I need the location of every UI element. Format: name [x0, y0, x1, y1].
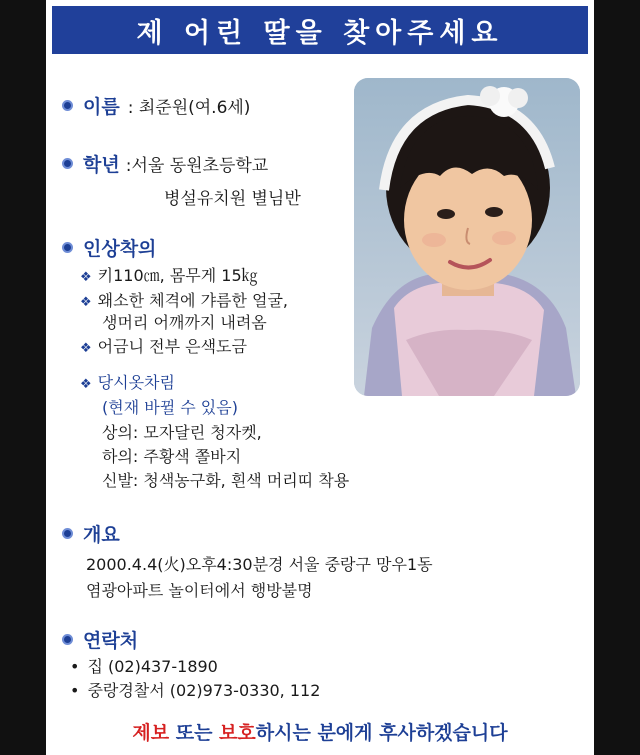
- feature-item: ❖ 어금니 전부 은색도금: [80, 337, 247, 356]
- diamond-icon: ❖: [80, 270, 92, 285]
- contact-police: • 중랑경찰서 (02)973-0330, 112: [70, 681, 321, 700]
- summary-line2: 염광아파트 놀이터에서 행방불명: [86, 581, 313, 600]
- bullet-icon: [62, 634, 73, 645]
- summary-heading: [62, 520, 120, 547]
- school-label: 학년: [83, 154, 120, 176]
- contact-home: • 집 (02)437-1890: [70, 657, 218, 676]
- diamond-icon: ❖: [80, 377, 92, 392]
- summary-label: 개요: [83, 524, 120, 546]
- features-heading: [62, 234, 156, 261]
- features-label: 인상착의: [83, 238, 157, 260]
- summary-line1: 2000.4.4(火)오후4:30분경 서울 중랑구 망우1동: [86, 555, 433, 574]
- name-row: [62, 92, 250, 119]
- bullet-icon: [62, 100, 73, 111]
- bullet-icon: [62, 158, 73, 169]
- contact-label: 연락처: [83, 630, 139, 652]
- feature-item: ❖ 왜소한 체격에 갸름한 얼굴,: [80, 291, 289, 310]
- reward-notice: 제보 또는 보호하시는 분에게 후사하겠습니다: [132, 722, 508, 744]
- clothes-top: 상의: 모자달린 청자켓,: [102, 423, 262, 442]
- name-value: : 최준원(여.6세): [127, 98, 251, 118]
- child-photo: [354, 78, 580, 396]
- diamond-icon: ❖: [80, 341, 92, 356]
- feature-item: ❖ 키110㎝, 몸무게 15㎏: [80, 266, 258, 285]
- school-line1: :서울 동원초등학교: [125, 156, 269, 176]
- contact-heading: [62, 626, 138, 653]
- bullet-icon: [62, 242, 73, 253]
- clothes-shoes: 신발: 청색농구화, 흰색 머리띠 착용: [102, 471, 350, 490]
- school-row: [62, 150, 268, 177]
- missing-child-poster: [46, 0, 594, 755]
- clothes-note: (현재 바뀔 수 있음): [102, 398, 238, 417]
- clothes-title: ❖ 당시옷차림: [80, 373, 175, 392]
- name-label: 이름: [83, 96, 120, 118]
- feature-item: 생머리 어깨까지 내려옴: [102, 313, 267, 332]
- school-line2: 병설유치원 별님반: [164, 189, 301, 209]
- poster-title: 제 어린 딸을 찾아주세요: [52, 6, 588, 54]
- clothes-bottom: 하의: 주황색 쫄바지: [102, 447, 242, 466]
- bullet-icon: [62, 528, 73, 539]
- diamond-icon: ❖: [80, 295, 92, 310]
